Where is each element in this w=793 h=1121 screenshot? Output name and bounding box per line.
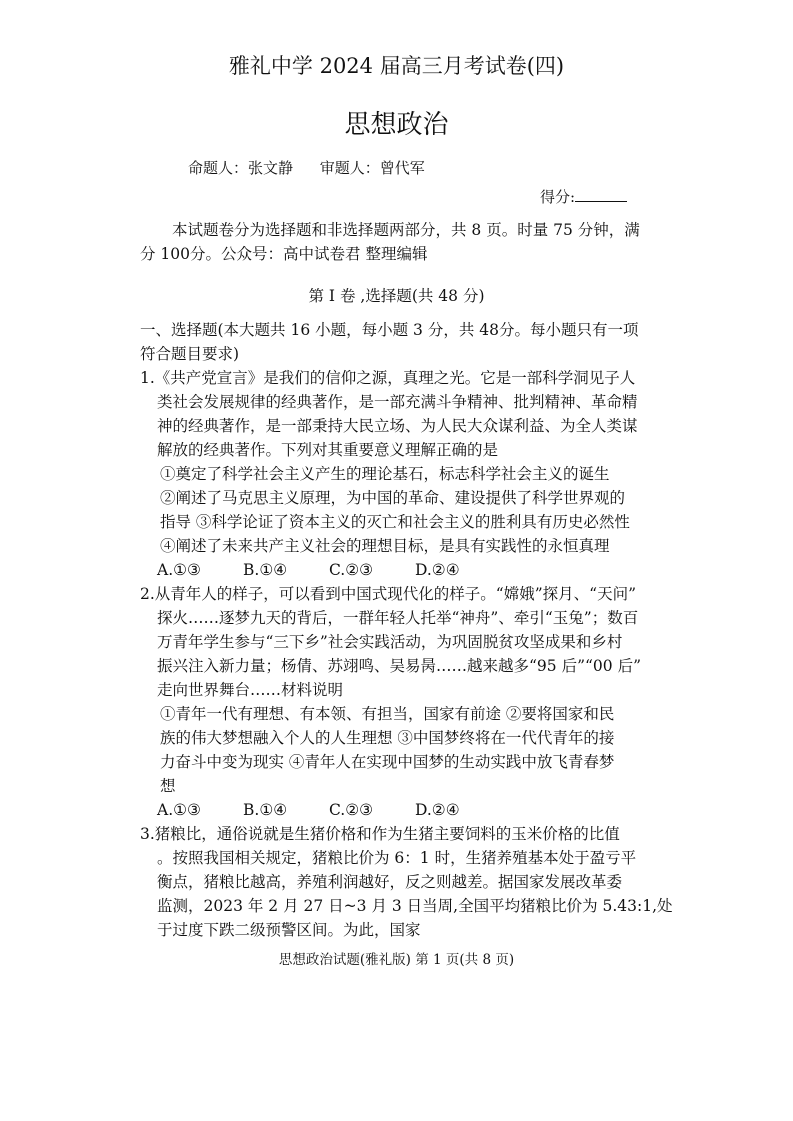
question-line: 振兴注入新力量；杨倩、苏翊鸣、吴易昺……越来越多“95 后”“00 后” xyxy=(157,657,641,675)
option-c[interactable]: C.②③ xyxy=(329,561,374,579)
score-label: 得分: xyxy=(540,188,576,206)
option-c[interactable]: C.②③ xyxy=(329,801,374,819)
option-b[interactable]: B.①④ xyxy=(243,801,288,819)
author-name: 命题人：张文静 xyxy=(188,159,294,177)
reviewer-name: 审题人：曾代军 xyxy=(319,159,425,177)
question-line: 探火……逐梦九天的背后，一群年轻人托举“神舟”、牵引“玉兔”；数百 xyxy=(157,609,639,627)
question-line: 衡点，猪粮比越高，养殖利润越好，反之则越差。据国家发展改革委 xyxy=(157,873,623,891)
question-line: 走向世界舞台……材料说明 xyxy=(157,681,344,699)
authors-line xyxy=(188,157,447,178)
statement-line: 指导 ③科学论证了资本主义的灭亡和社会主义的胜利具有历史必然性 xyxy=(160,513,630,531)
option-a[interactable]: A.①③ xyxy=(157,801,201,819)
question-line: 监测，2023 年 2 月 27 日~3 月 3 日当周,全国平均猪粮比价为 5.43:1,处 xyxy=(157,897,673,915)
option-b[interactable]: B.①④ xyxy=(243,561,288,579)
question-line: 2.从青年人的样子，可以看到中国式现代化的样子。“嫦娥”探月、“天问” xyxy=(140,585,636,603)
option-d[interactable]: D.②④ xyxy=(415,801,460,819)
answer-options xyxy=(140,798,677,822)
section-line: 一、选择题(本大题共 16 小题，每小题 3 分，共 48分。每小题只有一项 xyxy=(140,321,639,339)
score-blank xyxy=(575,189,627,202)
answer-options xyxy=(140,558,677,582)
question-line: 类社会发展规律的经典著作，是一部充满斗争精神、批判精神、革命精 xyxy=(157,393,638,411)
option-a[interactable]: A.①③ xyxy=(157,561,201,579)
question-line: 神的经典著作，是一部秉持大民立场、为人民大众谋利益、为全人类谋 xyxy=(157,417,638,435)
intro-line: 本试题卷分为选择题和非选择题两部分，共 8 页。时量 75 分钟，满 xyxy=(172,221,640,239)
question-line: 3.猪粮比，通俗说就是生猪价格和作为生猪主要饲料的玉米价格的比值 xyxy=(140,825,620,843)
intro-paragraph xyxy=(140,218,677,266)
section-heading xyxy=(140,318,677,366)
question-line: 万青年学生参与“三下乡”社会实践活动，为巩固脱贫攻坚成果和乡村 xyxy=(157,633,623,651)
intro-line: 分 100分。公众号：高中试卷君 整理编辑 xyxy=(140,245,428,263)
statement-line: ①青年一代有理想、有本领、有担当，国家有前途 ②要将国家和民 xyxy=(160,705,615,723)
statement-line: 族的伟大梦想融入个人的人生理想 ③中国梦终将在一代代青年的接 xyxy=(160,729,615,747)
score-field xyxy=(540,186,627,207)
question-line: 。按照我国相关规定，猪粮比价为 6：1 时，生猪养殖基本处于盈亏平 xyxy=(157,849,637,867)
statement-line: 力奋斗中变为现实 ④青年人在实现中国梦的生动实践中放飞青春梦 xyxy=(160,753,615,771)
question-line: 解放的经典著作。下列对其重要意义理解正确的是 xyxy=(157,441,499,459)
question-3 xyxy=(140,822,677,942)
question-line: 1.《共产党宣言》是我们的信仰之源，真理之光。它是一部科学洞见子人 xyxy=(140,369,636,387)
part-title: 第 I 卷 ,选择题(共 48 分) xyxy=(308,287,485,305)
subject-title: 思想政治 xyxy=(344,110,449,140)
section-line: 符合题目要求) xyxy=(140,345,240,363)
exam-title: 雅礼中学 2024 届高三月考试卷(四) xyxy=(228,54,565,78)
statement-line: 想 xyxy=(160,777,176,795)
option-d[interactable]: D.②④ xyxy=(415,561,460,579)
statement-line: ①奠定了科学社会主义产生的理论基石，标志科学社会主义的诞生 xyxy=(160,465,610,483)
statement-line: ④阐述了未来共产主义社会的理想目标，是具有实践性的永恒真理 xyxy=(160,537,610,555)
statement-line: ②阐述了马克思主义原理，为中国的革命、建设提供了科学世界观的 xyxy=(160,489,626,507)
question-2 xyxy=(140,582,677,822)
page-footer: 思想政治试题(雅礼版) 第 1 页(共 8 页) xyxy=(278,952,515,968)
question-line: 于过度下跌二级预警区间。为此，国家 xyxy=(157,921,421,939)
question-1 xyxy=(140,366,677,582)
